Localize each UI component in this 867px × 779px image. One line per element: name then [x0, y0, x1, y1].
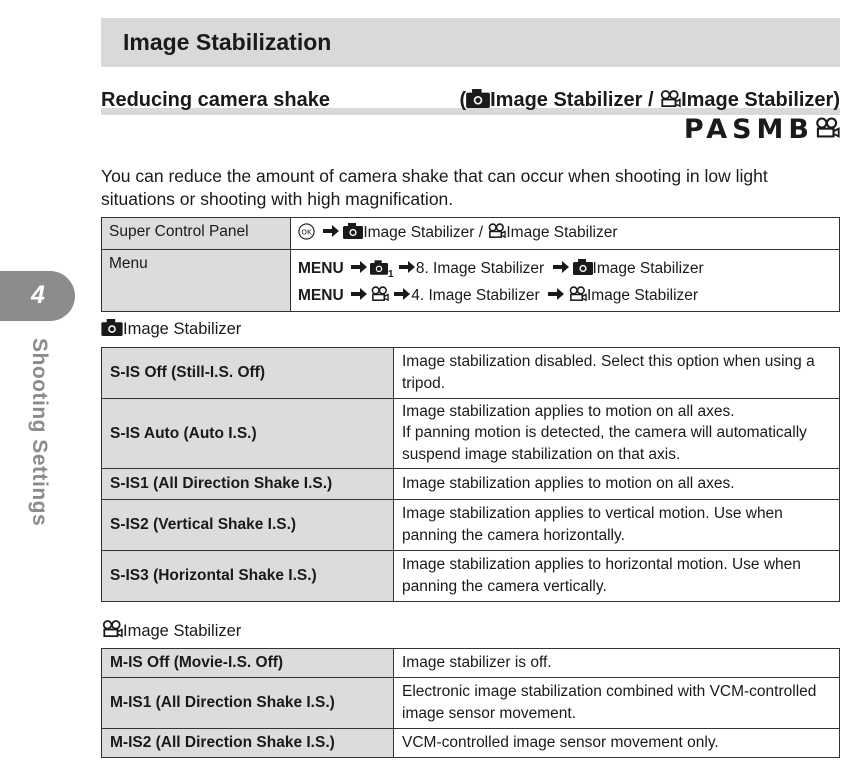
option-desc: Image stabilization disabled. Select this option when using a tripod. — [394, 348, 840, 399]
arrow-icon — [394, 288, 410, 300]
option-name: S-IS1 (All Direction Shake I.S.) — [102, 469, 394, 500]
option-desc: VCM-controlled image sensor movement only. — [394, 729, 840, 758]
section-sub-movie: Image Stabilizer) — [681, 89, 840, 111]
option-name: S-IS Auto (Auto I.S.) — [102, 399, 394, 469]
menu-line2-item: 4. Image Stabilizer — [411, 287, 540, 305]
option-name: M-IS2 (All Direction Shake I.S.) — [102, 729, 394, 758]
option-name: S-IS2 (Vertical Shake I.S.) — [102, 500, 394, 551]
movie-is-caption — [101, 620, 241, 641]
arrow-icon — [351, 261, 367, 273]
option-desc-line: Image stabilization applies to motion on all axes. — [402, 402, 735, 420]
arrow-icon — [351, 288, 367, 300]
table-row — [102, 469, 840, 500]
option-desc: Image stabilization applies to vertical motion. Use when panning the camera horizontally. — [394, 500, 840, 551]
still-caption-text: Image Stabilizer — [123, 320, 242, 338]
option-desc — [394, 399, 840, 469]
super-control-panel-path — [291, 218, 840, 250]
arrow-icon — [548, 288, 564, 300]
option-desc: Image stabilization applies to horizontal motion. Use when panning the camera vertically. — [394, 551, 840, 602]
table-row — [102, 250, 840, 312]
section-subtitle — [459, 89, 840, 112]
movie-camera-icon — [568, 286, 587, 302]
option-desc-line: If panning motion is detected, the camera will automatically suspend image stabilization on that axis. — [402, 424, 807, 463]
section-sub-still: Image Stabilizer / — [490, 89, 660, 111]
scp-still-text: Image Stabilizer / — [363, 224, 488, 241]
mode-letters: PASMB — [683, 114, 814, 145]
option-name: S-IS Off (Still-I.S. Off) — [102, 348, 394, 399]
section-sub-open: ( — [459, 89, 467, 111]
still-camera-icon — [466, 89, 490, 108]
arrow-icon — [399, 261, 415, 273]
movie-mode-icon — [814, 117, 840, 139]
page-title: Image Stabilization — [123, 29, 332, 55]
super-control-panel-label: Super Control Panel — [102, 218, 291, 250]
option-desc: Electronic image stabilization combined with VCM-controlled image sensor movement. — [394, 678, 840, 729]
menu-line2-target: Image Stabilizer — [586, 287, 699, 305]
menu-keyword: MENU — [298, 287, 344, 305]
menu-label: Menu — [102, 250, 291, 312]
section-title: Reducing camera shake — [101, 89, 330, 111]
shooting-modes — [684, 114, 840, 145]
option-desc: Image stabilizer is off. — [394, 649, 840, 678]
option-name: M-IS Off (Movie-I.S. Off) — [102, 649, 394, 678]
menu-line1-target: Image Stabilizer — [592, 260, 704, 277]
table-row — [102, 500, 840, 551]
intro-text: You can reduce the amount of camera shake that can occur when shooting in low light situations or shooting with high magnification. — [101, 166, 768, 209]
table-row — [102, 678, 840, 729]
table-row — [102, 729, 840, 758]
movie-camera-icon — [101, 620, 123, 638]
still-camera-icon — [101, 319, 123, 336]
movie-is-table — [101, 648, 840, 758]
menu-line1-item: 8. Image Stabilizer — [415, 260, 545, 277]
menu-keyword: MENU — [298, 260, 344, 277]
option-name: M-IS1 (All Direction Shake I.S.) — [102, 678, 394, 729]
table-row — [102, 649, 840, 678]
table-row — [102, 551, 840, 602]
still-is-table — [101, 347, 840, 602]
still-camera-icon — [343, 223, 363, 239]
still-is-caption — [101, 319, 241, 339]
movie-camera-icon — [659, 90, 681, 108]
page-title-band — [101, 18, 840, 67]
table-row — [102, 218, 840, 250]
ok-button-icon — [298, 223, 315, 240]
chapter-label: Shooting Settings — [28, 338, 51, 527]
menu-path-line1 — [298, 258, 832, 285]
movie-menu-icon — [370, 286, 389, 302]
table-row — [102, 348, 840, 399]
still-camera-icon — [573, 259, 593, 275]
menu-path-line2 — [298, 285, 832, 306]
movie-caption-text: Image Stabilizer — [123, 622, 242, 640]
movie-camera-icon — [487, 223, 506, 239]
chapter-tab — [0, 271, 75, 321]
option-desc: Image stabilization applies to motion on all axes. — [394, 469, 840, 500]
table-row — [102, 399, 840, 469]
arrow-icon — [323, 225, 339, 237]
still-menu-icon — [370, 260, 388, 275]
arrow-icon — [553, 261, 569, 273]
menu-tab-sub: 1 — [387, 269, 394, 281]
scp-movie-text: Image Stabilizer — [506, 224, 618, 241]
access-table — [101, 217, 840, 312]
option-name: S-IS3 (Horizontal Shake I.S.) — [102, 551, 394, 602]
menu-path — [291, 250, 840, 312]
chapter-number: 4 — [31, 281, 45, 309]
